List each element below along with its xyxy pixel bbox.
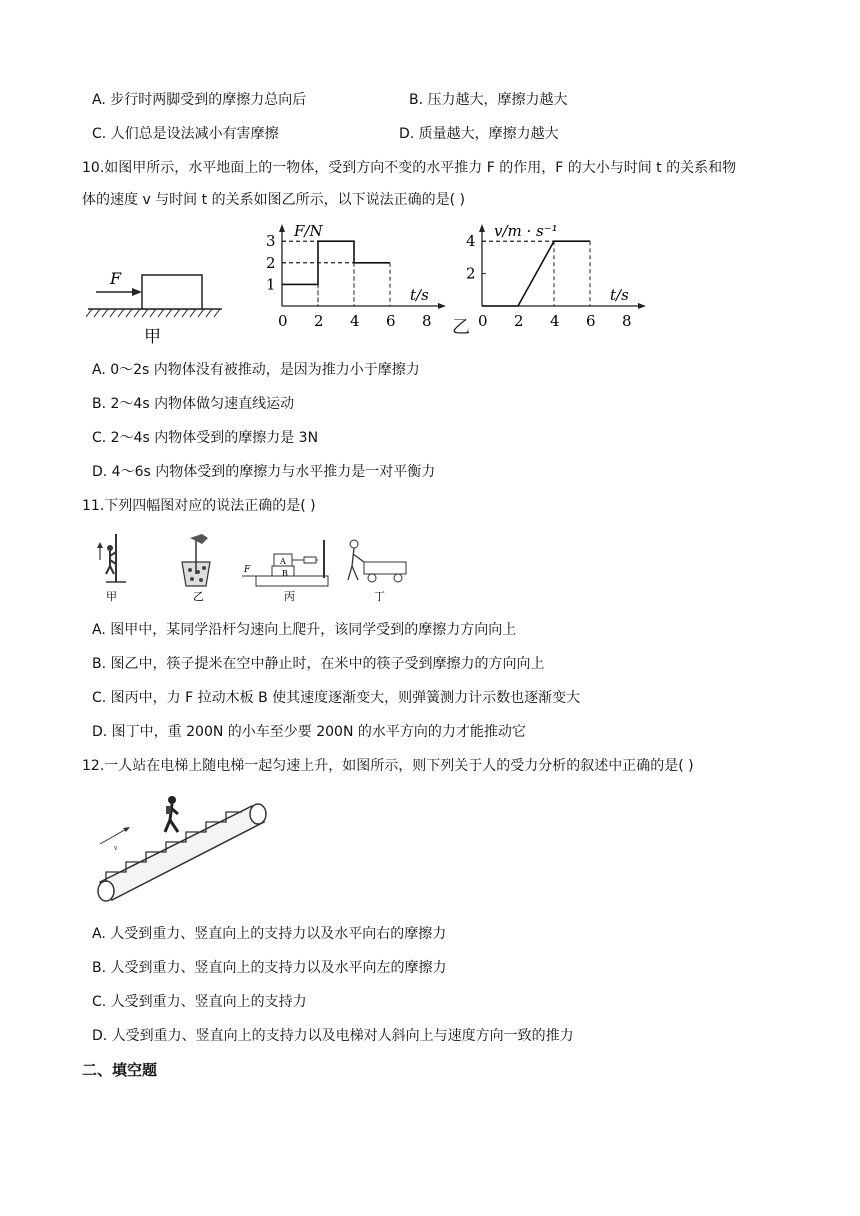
figure-label-jia: 甲 xyxy=(144,327,161,346)
q11-letter-b: B xyxy=(282,569,288,578)
q11-label-ding: 丁 xyxy=(374,590,385,603)
q9-option-d: D. 质量越大，摩擦力越大 xyxy=(399,126,559,142)
q10-option-d: D. 4～6s 内物体受到的摩擦力与水平推力是一对平衡力 xyxy=(92,464,436,480)
velocity-chart-x-tick-label: 0 xyxy=(478,312,488,330)
velocity-chart-x-axis-label: t/s xyxy=(610,286,629,304)
figure-jia-climber xyxy=(97,534,126,582)
force-chart-y-tick-label: 1 xyxy=(266,275,276,294)
block xyxy=(142,275,202,309)
q10-stem-line1: 10.如图甲所示，水平地面上的一物体，受到方向不变的水平推力 F 的作用，F 的大小与时间 t 的关系和物 xyxy=(82,160,737,176)
force-chart-x-arrow xyxy=(438,303,446,309)
figure-ding-cart xyxy=(348,540,406,582)
q12-option-d: D. 人受到重力、竖直向上的支持力以及电梯对人斜向上与速度方向一致的推力 xyxy=(92,1028,574,1044)
q12-option-b: B. 人受到重力、竖直向上的支持力以及水平向左的摩擦力 xyxy=(92,960,447,976)
ground xyxy=(86,309,222,317)
velocity-chart-x-tick-label: 8 xyxy=(622,312,632,330)
q12-escalator-figure xyxy=(92,792,267,910)
force-chart-y-tick-label: 3 xyxy=(266,232,276,251)
person-icon xyxy=(165,796,178,832)
q11-label-bing: 丙 xyxy=(284,590,295,603)
q9-option-b: B. 压力越大，摩擦力越大 xyxy=(409,92,568,108)
force-chart-x-tick-label: 2 xyxy=(314,312,324,330)
q9-option-a: A. 步行时两脚受到的摩擦力总向后 xyxy=(92,92,307,108)
figure-yi-rice-cup xyxy=(182,534,210,586)
chart-velocity-time xyxy=(462,222,652,332)
force-chart-y-axis-label: F/N xyxy=(294,222,323,240)
q11-label-jia: 甲 xyxy=(106,590,117,603)
velocity-chart-x-tick-label: 2 xyxy=(514,312,524,330)
force-label: F xyxy=(110,269,122,288)
q11-label-yi: 乙 xyxy=(193,590,204,603)
force-chart-x-tick-label: 6 xyxy=(386,312,396,330)
velocity-chart-x-tick-label: 6 xyxy=(586,312,596,330)
q11-figures xyxy=(92,532,422,608)
q11-option-c: C. 图丙中，力 F 拉动木板 B 使其速度逐渐变大，则弹簧测力计示数也逐渐变大 xyxy=(92,690,581,706)
q11-letter-f: F xyxy=(244,565,251,575)
q12-option-a: A. 人受到重力、竖直向上的支持力以及水平向右的摩擦力 xyxy=(92,926,447,942)
force-chart-y-arrow xyxy=(279,224,285,232)
velocity-chart-y-axis-label: v/m · s⁻¹ xyxy=(494,222,558,240)
q10-figure-jia xyxy=(86,262,226,346)
velocity-label: v xyxy=(114,845,118,852)
q11-option-d: D. 图丁中，重 200N 的小车至少要 200N 的水平方向的力才能推动它 xyxy=(92,724,526,740)
velocity-chart-series-line xyxy=(482,241,590,306)
q12-stem: 12.一人站在电梯上随电梯一起匀速上升，如图所示，则下列关于人的受力分析的叙述中正确的是( ) xyxy=(82,758,694,774)
q10-stem-line2: 体的速度 v 与时间 t 的关系如图乙所示，以下说法正确的是( ) xyxy=(82,192,465,208)
force-chart-x-tick-label: 4 xyxy=(350,312,360,330)
q12-option-c: C. 人受到重力、竖直向上的支持力 xyxy=(92,994,307,1010)
force-chart-x-tick-label: 0 xyxy=(278,312,288,330)
q11-option-b: B. 图乙中，筷子提米在空中静止时，在米中的筷子受到摩擦力的方向向上 xyxy=(92,656,545,672)
q11-option-a: A. 图甲中，某同学沿杆匀速向上爬升，该同学受到的摩擦力方向向上 xyxy=(92,622,517,638)
velocity-chart-y-tick-label: 4 xyxy=(466,232,476,251)
q9-option-c: C. 人们总是设法减小有害摩擦 xyxy=(92,126,279,142)
figure-label-yi: 乙 xyxy=(452,317,470,338)
velocity-arrow xyxy=(100,827,130,844)
velocity-chart-x-arrow xyxy=(638,303,646,309)
q10-option-a: A. 0～2s 内物体没有被推动，是因为推力小于摩擦力 xyxy=(92,362,420,378)
q10-option-b: B. 2～4s 内物体做匀速直线运动 xyxy=(92,396,295,412)
velocity-chart-y-tick-label: 2 xyxy=(466,264,476,283)
q10-option-c: C. 2～4s 内物体受到的摩擦力是 3N xyxy=(92,430,319,446)
force-arrow xyxy=(96,288,142,296)
escalator xyxy=(98,804,266,901)
force-chart-x-tick-label: 8 xyxy=(422,312,432,330)
force-chart-x-axis-label: t/s xyxy=(410,286,429,304)
q11-stem: 11.下列四幅图对应的说法正确的是( ) xyxy=(82,498,316,514)
velocity-chart-y-arrow xyxy=(479,224,485,232)
force-chart-y-tick-label: 2 xyxy=(266,253,276,272)
section-heading: 二、填空题 xyxy=(82,1061,158,1079)
q11-letter-a: A xyxy=(280,557,286,566)
velocity-chart-x-tick-label: 4 xyxy=(550,312,560,330)
chart-force-time xyxy=(262,222,452,332)
